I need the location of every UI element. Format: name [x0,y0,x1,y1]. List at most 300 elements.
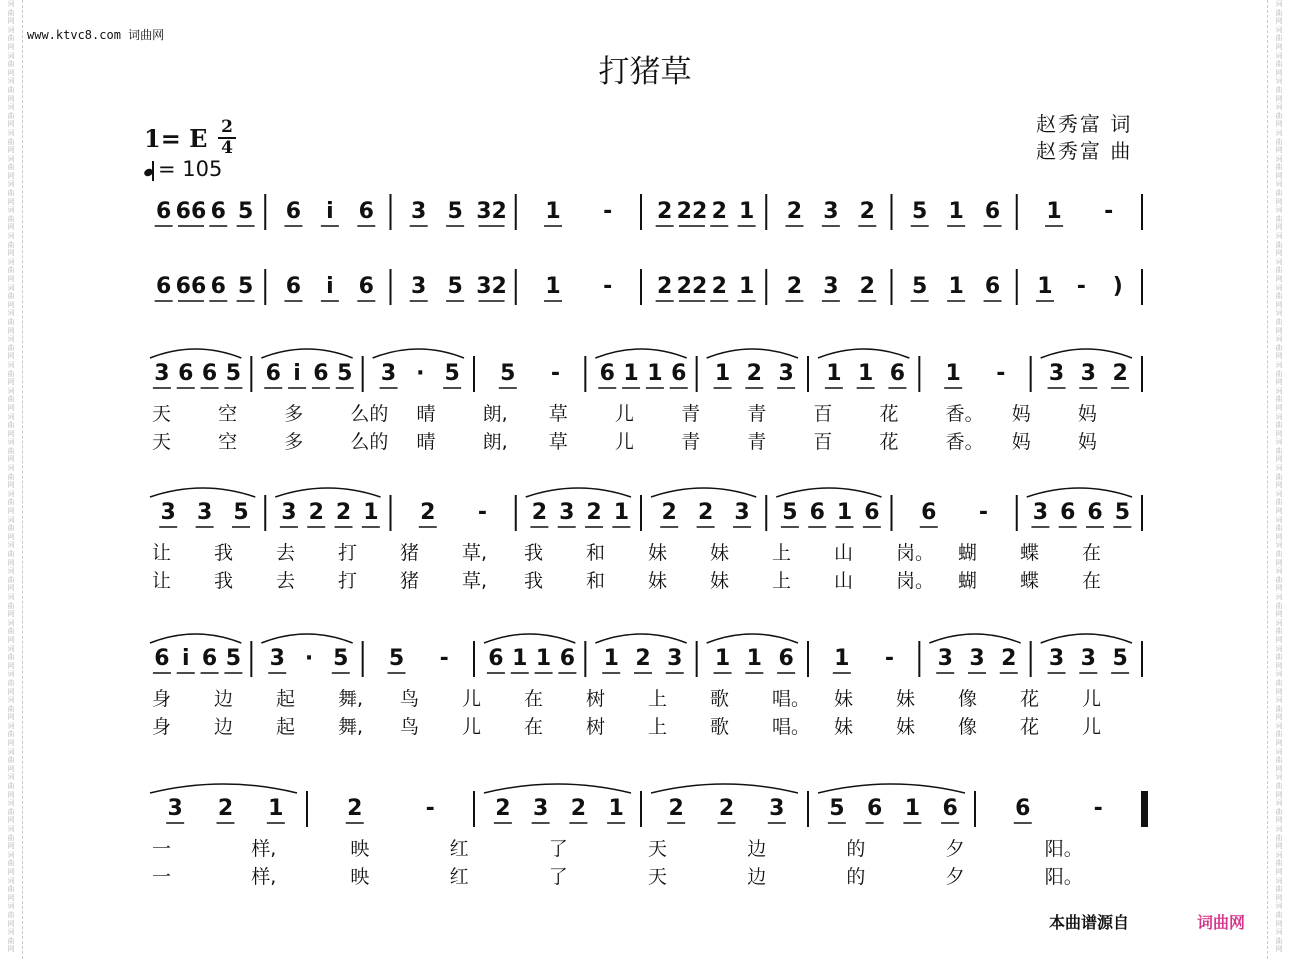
note-token: 2 [531,500,548,525]
note-token: 2 [711,199,727,224]
note-token: 2 [668,796,684,821]
watermark-char: 网 [7,42,15,51]
note-token: 6 [285,274,302,299]
lyric-char: 青 [747,403,767,425]
final-bar [1143,791,1148,827]
tempo-value: = 105 [158,157,223,181]
watermark-char: 词 [1275,283,1283,292]
watermark-char: 曲 [7,498,15,507]
note-token: 5 [388,646,405,671]
lyric-char: 儿 [1082,688,1102,710]
lyric-char: 妈 [1077,403,1097,425]
watermark-char: 曲 [1275,653,1283,662]
note-token: 1 [623,361,639,386]
watermark-char: 词 [1275,902,1283,911]
watermark-char: 网 [7,455,15,464]
lyric-char: 映 [350,866,370,888]
slur-arc [1041,349,1132,358]
note-token: 1 [858,361,874,386]
slur-arc [484,784,631,793]
note-token: 3 [281,500,297,525]
lyric-char: 一 [152,866,172,888]
note-token: 2 [786,199,803,224]
slur-arc [526,488,631,497]
slur-arc [707,634,798,643]
note-token: 6 [921,500,937,525]
note-token: - [550,361,561,386]
lyric-char: 百 [813,431,833,453]
watermark-char: 词 [1275,644,1283,653]
note-token: - [439,646,449,671]
lyric-char: 晴 [416,403,436,425]
watermark-char: 词 [1275,257,1283,266]
watermark-char: 词 [1275,825,1283,833]
note-token: 5 [1114,500,1130,525]
note-token: 3 [411,274,427,299]
watermark-char: 曲 [7,833,15,842]
note-token: 3 [380,361,397,386]
watermark-char: 曲 [7,189,15,198]
watermark-char: 词 [1275,567,1283,576]
note-token: 3 [154,361,170,386]
note-token: 1 [904,796,921,821]
watermark-char: 曲 [7,34,15,43]
slur-arc [595,349,686,358]
note-token: 3 [1080,646,1096,671]
watermark-char: 网 [1275,275,1283,283]
watermark-char: 曲 [1275,833,1283,842]
note-token: 5 [447,199,463,224]
watermark-char: 曲 [1275,756,1283,765]
watermark-char: 词 [1275,438,1283,447]
composer-credit: 赵秀富 曲 [1036,139,1133,163]
watermark-char: 词 [1275,515,1283,524]
lyric-char: 蝴 [958,570,978,592]
watermark-char: 词 [1275,618,1283,627]
lyric-char: 青 [747,431,767,453]
lyric-char: 妈 [1011,431,1031,453]
watermark-char: 网 [7,816,15,825]
note-token: - [884,646,895,671]
slur-arc [651,784,798,793]
watermark-char: 曲 [1275,189,1283,198]
lyric-char: 唱。 [772,688,811,710]
watermark-char: 词 [1275,670,1283,679]
lyric-char: 花 [1020,716,1040,738]
note-token: 5 [237,274,254,299]
lyric-char: 鸟 [400,716,420,738]
watermark-char: 词 [1275,721,1283,730]
watermark-char: 网 [1275,816,1283,825]
watermark-char: 网 [1275,326,1283,335]
watermark-char: 词 [7,128,15,137]
watermark-char: 曲 [1275,678,1283,687]
note-token: 6 [201,646,218,671]
watermark-char: 词 [7,103,15,112]
watermark-char: 词 [7,489,15,498]
lyric-char: 香。 [945,431,984,453]
watermark-char: 网 [7,584,15,593]
watermark-char: 曲 [1275,575,1283,584]
watermark-char: 网 [1275,713,1283,722]
note-token: 22 [676,274,708,299]
watermark-char: 词 [7,721,15,730]
watermark-char: 网 [7,610,15,619]
watermark-char: 网 [1275,635,1283,644]
watermark-char: 词 [1275,206,1283,215]
note-token: 2 [786,274,803,299]
watermark-char: 网 [7,764,15,773]
note-token: 6 [210,199,226,224]
watermark-char: 曲 [7,524,15,533]
watermark-char: 网 [1275,197,1283,206]
watermark-char: 网 [7,197,15,206]
note-token: 1 [738,199,755,224]
note-token: 6 [599,361,615,386]
lyric-char: 多 [284,403,304,425]
note-token: 2 [347,796,363,821]
lyric-char: 妹 [834,716,854,738]
note-token: · [304,646,314,671]
watermark-char: 网 [1275,919,1283,928]
note-token: 1 [738,274,755,299]
lyric-char: 红 [449,866,469,888]
watermark-char: 网 [7,146,15,155]
note-token: 6 [488,646,504,671]
note-token: 5 [500,361,516,386]
lyric-char: 的 [846,866,866,888]
note-token: 2 [335,500,352,525]
lyric-char: 树 [586,688,606,710]
slur-arc [818,784,965,793]
slur-arc [1041,634,1132,643]
note-token: 2 [570,796,587,821]
note-token: 3 [1048,361,1065,386]
time-signature-top: 2 [221,117,233,137]
watermark-char: 曲 [7,369,15,378]
watermark-char: 曲 [7,214,15,223]
watermark-char: 网 [7,94,15,103]
lyric-char: 身 [152,688,172,710]
watermark-char: 网 [1275,584,1283,593]
note-token: 2 [859,274,875,299]
lyric-char: 空 [218,431,238,453]
lyric-char: 了 [548,866,568,888]
watermark-char: 词 [7,670,15,679]
lyric-char: 妹 [896,716,916,738]
slur-arc [261,634,352,643]
watermark-char: 网 [7,249,15,258]
lyric-char: 儿 [462,688,482,710]
watermark-char: 曲 [7,343,15,352]
watermark-char: 网 [7,919,15,928]
watermark-char: 曲 [7,885,15,894]
note-token: 5 [333,646,349,671]
lyric-char: 青 [681,403,701,425]
watermark-char: 网 [1275,249,1283,258]
note-token: 6 [210,274,226,299]
lyric-char: 舞, [338,716,364,738]
watermark-char: 词 [1275,309,1283,318]
note-token: - [603,199,613,224]
note-token: 2 [635,646,651,671]
note-token: 5 [225,646,242,671]
watermark-char: 曲 [1275,885,1283,894]
lyric-char: 草 [548,431,568,453]
slur-arc [707,349,798,358]
note-token: 32 [476,274,507,299]
watermark-char: 词 [1275,773,1283,782]
watermark-char: 词 [7,232,15,241]
lyric-char: 夕 [945,838,965,860]
watermark-char: 网 [7,17,15,26]
watermark-char: 网 [7,790,15,799]
note-token: · [416,361,425,386]
lyric-char: 歌 [710,688,730,710]
watermark-char: 曲 [7,627,15,636]
watermark-char: 曲 [1275,60,1283,69]
note-token: 5 [444,361,460,386]
note-token: 6 [313,361,329,386]
lyric-char: 在 [1082,542,1102,564]
watermark-char: 词 [7,206,15,215]
watermark-char: 曲 [7,163,15,172]
lyric-char: 边 [747,866,767,888]
slur-arc [595,634,686,643]
watermark-char: 词 [1275,412,1283,421]
watermark-char: 词 [1275,77,1283,86]
note-token: 5 [233,500,249,525]
slur-arc [776,488,881,497]
lyric-char: 儿 [1082,716,1102,738]
watermark-char: 词 [7,747,15,756]
note-token: - [425,796,435,821]
note-token: 6 [809,500,825,525]
watermark-char: 词 [7,696,15,705]
note-token: 6 [156,199,172,224]
note-token: 2 [711,274,727,299]
lyric-char: 花 [879,403,899,425]
watermark-char: 词 [7,876,15,885]
watermark-char: 词 [7,799,15,808]
note-token: 3 [937,646,953,671]
watermark-char: 曲 [7,550,15,558]
watermark-char: 词 [1275,180,1283,189]
watermark-char: 曲 [7,266,15,275]
watermark-char: 曲 [7,756,15,765]
lyric-char: 青 [681,431,701,453]
note-token: 1 [613,500,629,525]
note-token: 6 [864,500,880,525]
watermark-char: 曲 [1275,910,1283,919]
watermark-char: 词 [1275,0,1283,8]
note-token: 2 [217,796,234,821]
watermark-char: 网 [7,275,15,283]
note-token: 2 [1112,361,1128,386]
note-token: 6 [984,274,1001,299]
watermark-char: 曲 [1275,472,1283,481]
watermark-char: 网 [7,661,15,670]
watermark-char: 网 [1275,867,1283,876]
note-token: 2 [697,500,714,525]
watermark-char: 曲 [7,472,15,481]
watermark-char: 词 [1275,232,1283,241]
watermark-char: 网 [7,223,15,232]
note-token: 1 [1037,274,1053,299]
watermark-char: 曲 [1275,343,1283,352]
note-token: 1 [363,500,379,525]
note-token: 3 [269,646,285,671]
note-token: 6 [1015,796,1031,821]
lyric-char: 边 [214,716,234,738]
lyric-char: 我 [214,570,234,592]
note-token: 1 [746,646,762,671]
watermark-char: 网 [1275,403,1283,412]
lyric-char: 空 [218,403,238,425]
note-token: 2 [657,274,673,299]
lyric-char: 妹 [710,570,730,592]
lyric-char: 样, [251,866,277,888]
note-token: - [477,500,488,525]
watermark-char: 曲 [1275,8,1283,17]
watermark-char: 曲 [7,317,15,326]
watermark-char: 词 [7,515,15,524]
source-brand-link[interactable]: 词曲网 [1197,913,1246,932]
watermark-char: 词 [7,592,15,601]
lyric-char: 起 [276,688,296,710]
note-token: 1 [826,361,842,386]
lyric-char: 舞, [338,688,364,710]
watermark-char: 网 [1275,893,1283,902]
watermark-char: 网 [1275,610,1283,619]
watermark-char: 曲 [1275,704,1283,713]
slur-arc [150,349,241,358]
note-token: 3 [778,361,794,386]
lyric-char: 歌 [710,716,730,738]
watermark-char: 词 [7,309,15,318]
watermark-char: 词 [7,438,15,447]
watermark-char: 曲 [7,137,15,146]
watermark-char: 曲 [1275,421,1283,430]
lyric-char: 像 [958,716,978,738]
lyric-char: 上 [648,716,668,738]
watermark-char: 曲 [7,678,15,687]
lyric-char: 天 [152,431,172,453]
watermark-char: 网 [7,171,15,180]
note-token: 1 [948,274,964,299]
note-token: 5 [237,199,254,224]
lyric-char: 阳。 [1044,838,1083,860]
lyric-char: 山 [834,570,854,592]
note-token: 1 [512,646,528,671]
watermark-char: 词 [7,902,15,911]
watermark-char: 曲 [7,910,15,919]
watermark-char: 网 [7,893,15,902]
watermark-char: 词 [1275,25,1283,34]
watermark-char: 曲 [1275,240,1283,249]
watermark-char: 网 [1275,842,1283,851]
watermark-char: 词 [1275,128,1283,137]
note-token: 5 [829,796,845,821]
watermark-char: 词 [1275,799,1283,808]
watermark-char: 词 [1275,747,1283,756]
lyric-char: 天 [152,403,172,425]
watermark-char: 曲 [1275,627,1283,636]
lyric-char: 多 [284,431,304,453]
slur-arc [150,634,241,643]
watermark-char: 词 [1275,928,1283,937]
note-token: 2 [495,796,511,821]
note-token: - [978,500,989,525]
watermark-char: 曲 [1275,369,1283,378]
source-label: 本曲谱源自 [1049,913,1130,932]
watermark-char: 词 [7,618,15,627]
watermark-char: 网 [1275,171,1283,180]
note-token: 6 [285,199,302,224]
watermark-char: 曲 [7,60,15,69]
watermark-char: 曲 [7,601,15,610]
lyric-char: 草, [462,570,488,592]
note-token: 1 [535,646,552,671]
note-token: 2 [718,796,735,821]
watermark-char: 曲 [1275,936,1283,945]
watermark-char: 曲 [1275,524,1283,533]
watermark-char: 网 [7,403,15,412]
note-token: 5 [912,199,928,224]
note-token: 3 [1080,361,1096,386]
lyric-char: 我 [214,542,234,564]
watermark-char: 网 [1275,300,1283,309]
watermark-char: 网 [1275,739,1283,748]
time-signature-bottom: 4 [221,138,233,158]
note-token: 5 [1112,646,1128,671]
note-token: 2 [859,199,875,224]
lyric-char: 在 [1082,570,1102,592]
note-token: 6 [1087,500,1103,525]
note-token: 1 [545,199,561,224]
watermark-char: 曲 [1275,317,1283,326]
lyric-char: 去 [276,570,296,592]
watermark-char: 词 [7,541,15,550]
watermark-char: 网 [1275,42,1283,51]
watermark-char: 词 [7,928,15,937]
watermark-char: 网 [7,558,15,567]
slur-arc [150,488,255,497]
watermark-char: 网 [7,352,15,361]
watermark-char: 曲 [1275,137,1283,146]
watermark-char: 网 [1275,68,1283,77]
slur-arc [373,349,464,358]
watermark-char: 词 [1275,360,1283,369]
watermark-char: 网 [7,842,15,851]
lyric-char: 像 [958,688,978,710]
note-token: 6 [201,361,218,386]
lyric-char: 我 [524,542,544,564]
watermark-char: 曲 [1275,163,1283,172]
lyric-char: 映 [350,838,370,860]
note-token: 2 [308,500,324,525]
watermark-char: 词 [7,180,15,189]
watermark-char: 网 [1275,481,1283,490]
slur-arc [929,634,1020,643]
watermark-char: 曲 [7,807,15,816]
lyric-char: 一 [152,838,172,860]
note-token: i [326,274,334,299]
watermark-char: 曲 [1275,446,1283,455]
watermark-char: 词 [7,154,15,163]
watermark-char: 曲 [1275,266,1283,275]
watermark-char: 词 [7,464,15,473]
